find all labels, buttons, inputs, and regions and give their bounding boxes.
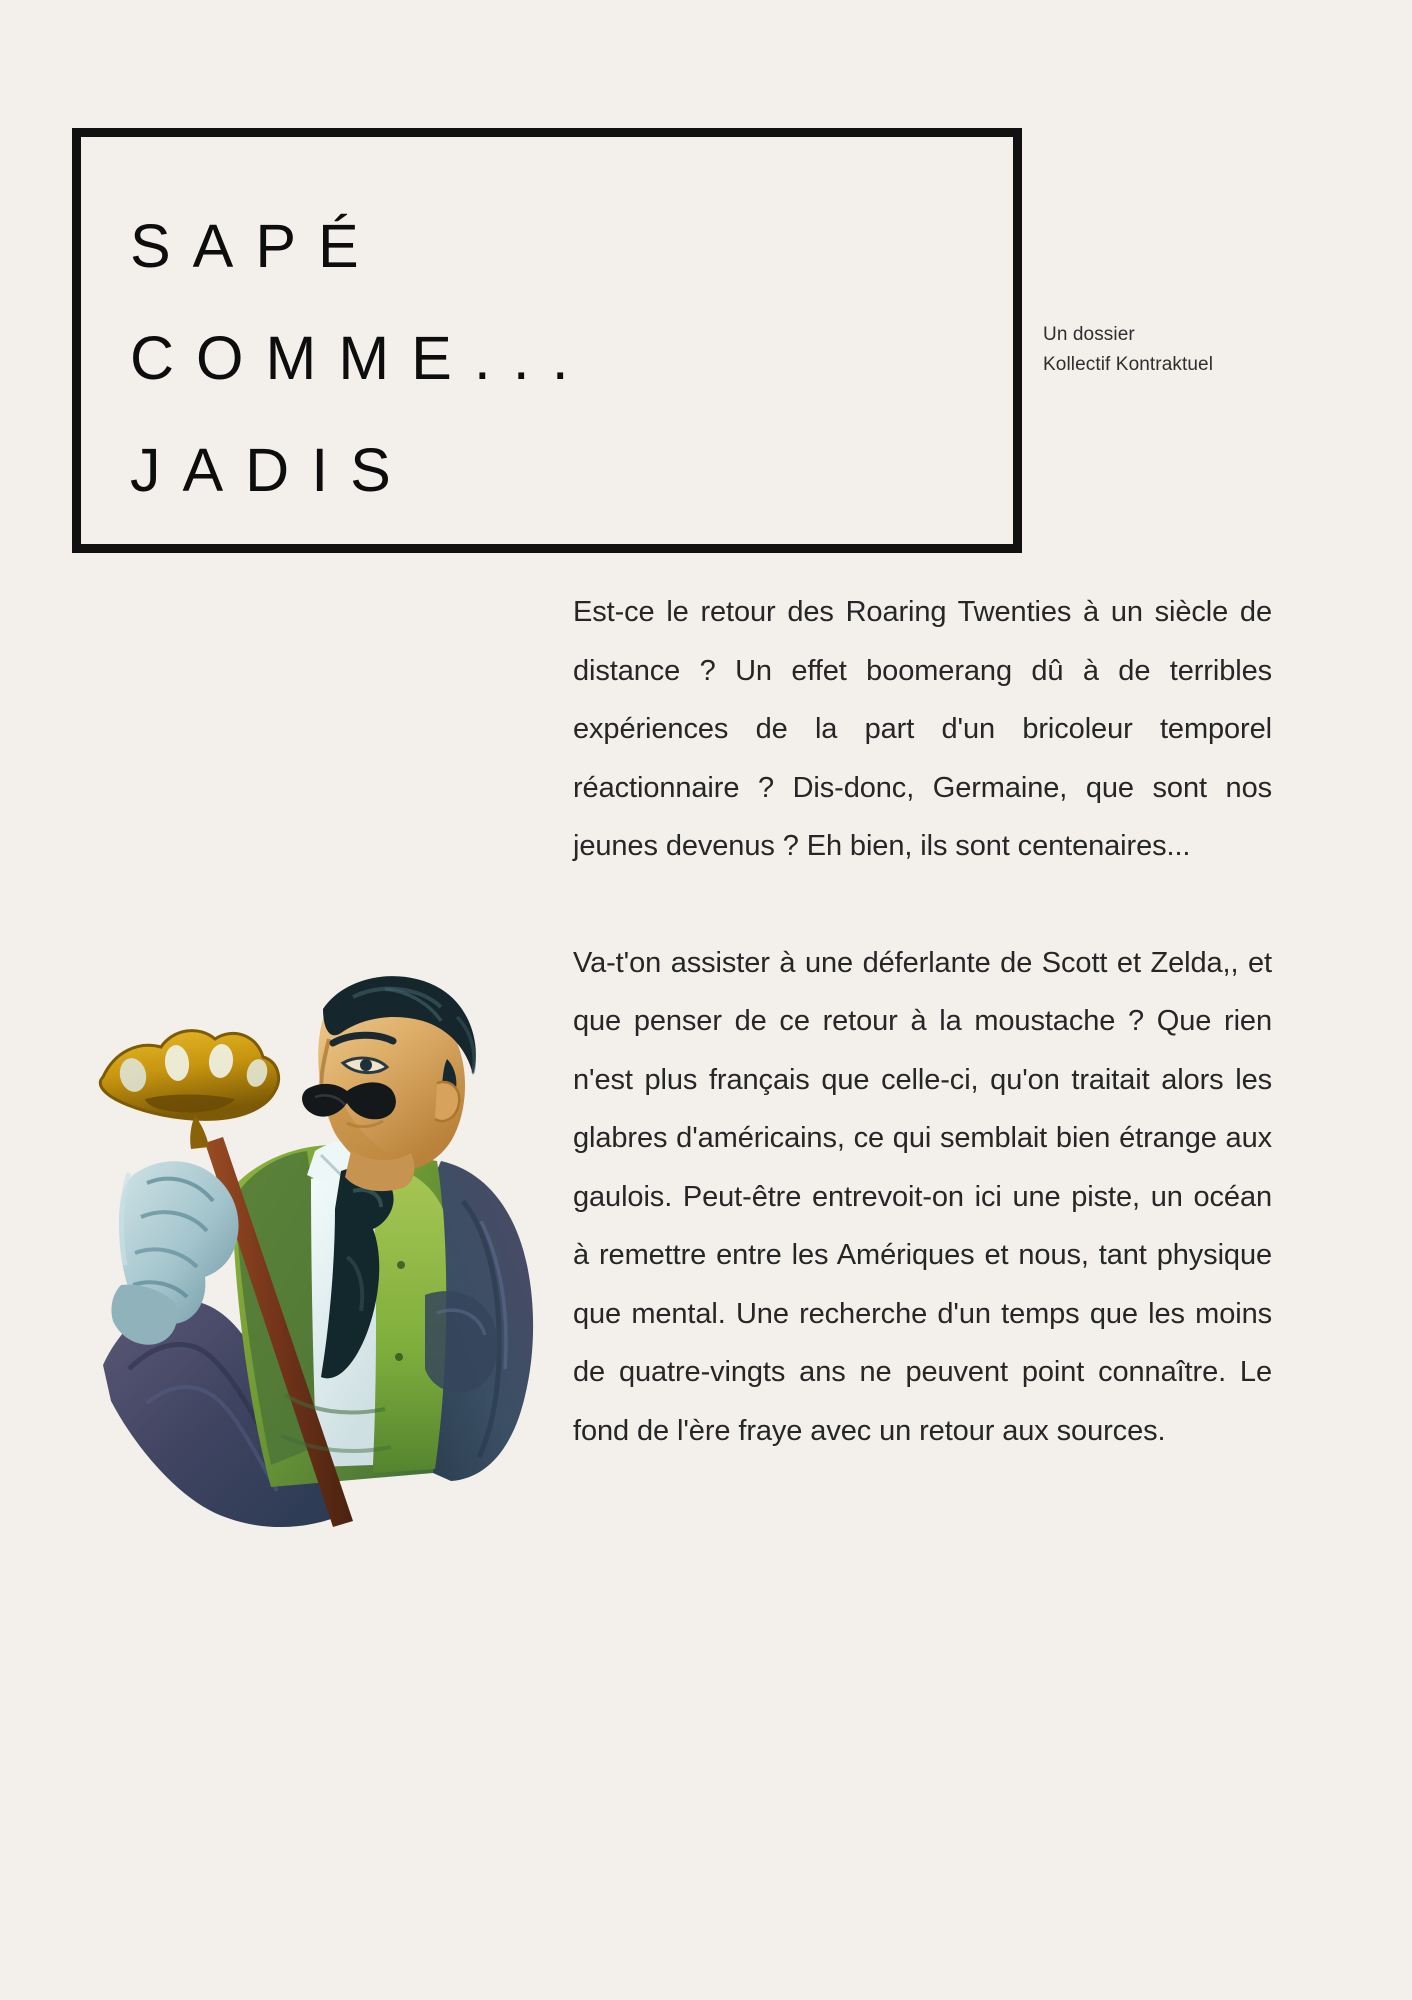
dandy-illustration-svg	[85, 965, 555, 1535]
byline	[1043, 320, 1343, 380]
body-paragraph-2: Va-t'on assister à une déferlante de Scott et Zelda,, et que penser de ce retour à la moustache ? Que rien n'est plus français que celle-ci, qu'on traitait alors les glabres d'américains, ce qui semblait bien étrange aux gaulois. Peut-être entrevoit-on ici une piste, un océan à remettre entre les Amériques et nous, tant physique que mental. Une recherche d'un temps que les moins de quatre-vingts ans ne peuvent point connaître. Le fond de l'ère fraye avec un retour aux sources.	[573, 946, 1272, 1447]
jacket-button	[397, 1261, 405, 1269]
jacket-button	[395, 1353, 403, 1361]
title-line-1: SAPÉ	[130, 212, 381, 280]
dandy-illustration	[85, 965, 555, 1535]
cane-knob	[100, 1031, 278, 1149]
page-title	[130, 190, 990, 526]
body-paragraph-1: Est-ce le retour des Roaring Twenties à un siècle de distance ? Un effet boomerang dû à de terribles expériences de la part d'un bricoleur temporel réactionnaire ? Dis-donc, Germaine, que sont nos jeunes devenus ? Eh bien, ils sont centenaires...	[573, 596, 1272, 862]
byline-line-1: Un dossier	[1043, 324, 1135, 345]
title-line-3: JADIS	[130, 436, 413, 504]
body-text-column	[573, 583, 1272, 1460]
title-line-2: COMME...	[130, 324, 591, 392]
byline-line-2: Kollectif Kontraktuel	[1043, 354, 1214, 375]
